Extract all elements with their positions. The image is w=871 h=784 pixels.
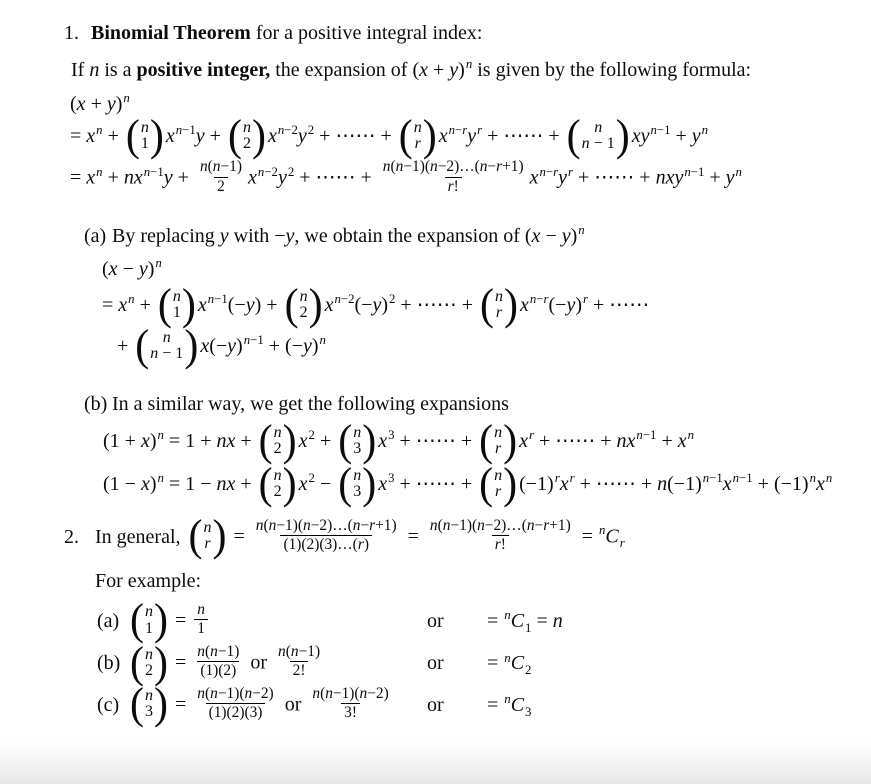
subsection-a-expression-inline: $(x - y)^n$ [524,223,585,247]
intro-text: is given by the following formula: [472,59,752,81]
intro-text: the expansion of [270,59,413,81]
example-b-formula: ( n 2 ) = $\frac{n(n-1)}{(1)(2)}$ or $\frac{n(n-1)}{2!}$ [130,638,321,688]
page-bottom-shadow [0,740,871,784]
expansion-factorial-form: = $x^n + nx^{n-1}y$ + $\frac{n(n-1)}{2}$ $x^{n-2}y^2$ + ⋯⋯ + $\frac{n(n-1)(n-2)\dots(n-r+1)}{r!}$ $x^{n-r}y^r$ + ⋯⋯ + $nxy^{n-1} + y^n$ [70,158,742,195]
example-a-or: or [427,610,444,633]
section-1-number: 1. [64,22,79,44]
expression-x-plus-y-n: $(x + y)^n$ [70,91,130,115]
for-example-label: For example: [95,569,202,592]
binomial-intro-paragraph [71,59,871,82]
intro-var-n: n [89,59,100,81]
example-a-label: (a) [97,610,120,633]
subsection-b-text: In a similar way, we get the following expansions [112,392,509,415]
subsection-b-label: (b) [84,392,108,415]
subsection-a-label: (a) [84,224,107,247]
example-c-label: (c) [97,693,120,716]
example-b-or: or [427,652,444,675]
expansion-one-plus-x: $(1 + x)^n = 1$ + nx + ( n 2 ) $x^2$ + ( n 3 ) $x^3$ + ⋯⋯ + ( n r ) $x^r$ + ⋯⋯ + $nx^{n-1} + x^n$ [103,416,695,466]
example-a-formula: ( n 1 ) = $\frac{n}{1}$ [128,603,427,640]
example-b-label: (b) [97,652,121,675]
subsection-a-neg-y: −y [274,224,295,247]
subsection-a-text [112,225,585,248]
section-1-title-bold: Binomial Theorem [91,22,251,44]
example-row-a [97,595,871,645]
example-b-result: = $^nC_2$ [487,650,532,678]
section-2-lead-text: In general, [95,525,181,548]
section-1-title-rest: for a positive integral index: [250,22,483,44]
expression-x-minus-y-n: $(x - y)^n$ [102,256,162,280]
intro-text: is a [99,59,137,81]
example-row-c [97,679,871,729]
subsection-a-var-y: y [219,224,229,247]
intro-text: If [71,59,90,81]
subsection-a-heading [84,225,871,248]
expansion-one-minus-x: $(1 - x)^n = 1$ − nx + ( n 2 ) $x^2$ − ( n 3 ) $x^3$ + ⋯⋯ + ( n r ) $(-1)^rx^r$ + ⋯⋯ + $n(-1)^{n-1}x^{n-1} + (-1)^nx^n$ [103,459,833,509]
example-c-or: or [427,693,444,716]
example-a-result: = $^nC_1 = n$ [487,608,563,636]
subsection-a-text-part: with [228,224,275,247]
expansion-binomial-coefficients: = $x^n$ + ( n 1 ) $x^{n-1}y$ + ( n 2 ) $x^{n-2}y^2$ + ⋯⋯ + ( n r ) $x^{n-r}y^r$ + ⋯⋯ + ( n n − 1 ) $xy^{n-1} + y^n$ [70,111,709,161]
section-2-heading [64,511,871,561]
section-2-number: 2. [64,525,79,548]
subsection-b-heading [84,393,871,416]
example-c-formula: ( n 3 ) = $\frac{n(n-1)(n-2)}{(1)(2)(3)}$ or $\frac{n(n-1)(n-2)}{3!}$ [130,679,389,729]
subsection-a-text-part: By replacing [112,224,220,247]
expansion-x-minus-y-line-2: + ( n n − 1 ) $x(-y)^{n-1} + (-y)^n$ [117,321,326,371]
expansion-x-minus-y-line-1: = $x^n$ + ( n 1 ) $x^{n-1}(-y)$ + ( n 2 ) $x^{n-2}(-y)^2$ + ⋯⋯ + ( n r ) $x^{n-r}(-y)^r$ + ⋯⋯ [102,280,650,330]
intro-expression-xy-n: $(x + y)^n$ [412,57,473,81]
general-binomial-coefficient-formula: ( n r ) = $\frac{n(n-1)(n-2)\dots(n-r+1)}{(1)(2)(3)\dots(r)}$ = $\frac{n(n-1)(n-2)\dots(n-r+1)}{r!}$ = $^nC_r$ [188,511,625,561]
example-c-result: = $^nC_3$ [487,692,532,719]
section-1-heading [64,22,871,45]
subsection-a-text-part: , we obtain the expansion of [294,224,525,247]
intro-bold-positive-integer: positive integer, [136,59,271,81]
example-row-b [97,638,871,688]
section-1-title [91,22,482,45]
